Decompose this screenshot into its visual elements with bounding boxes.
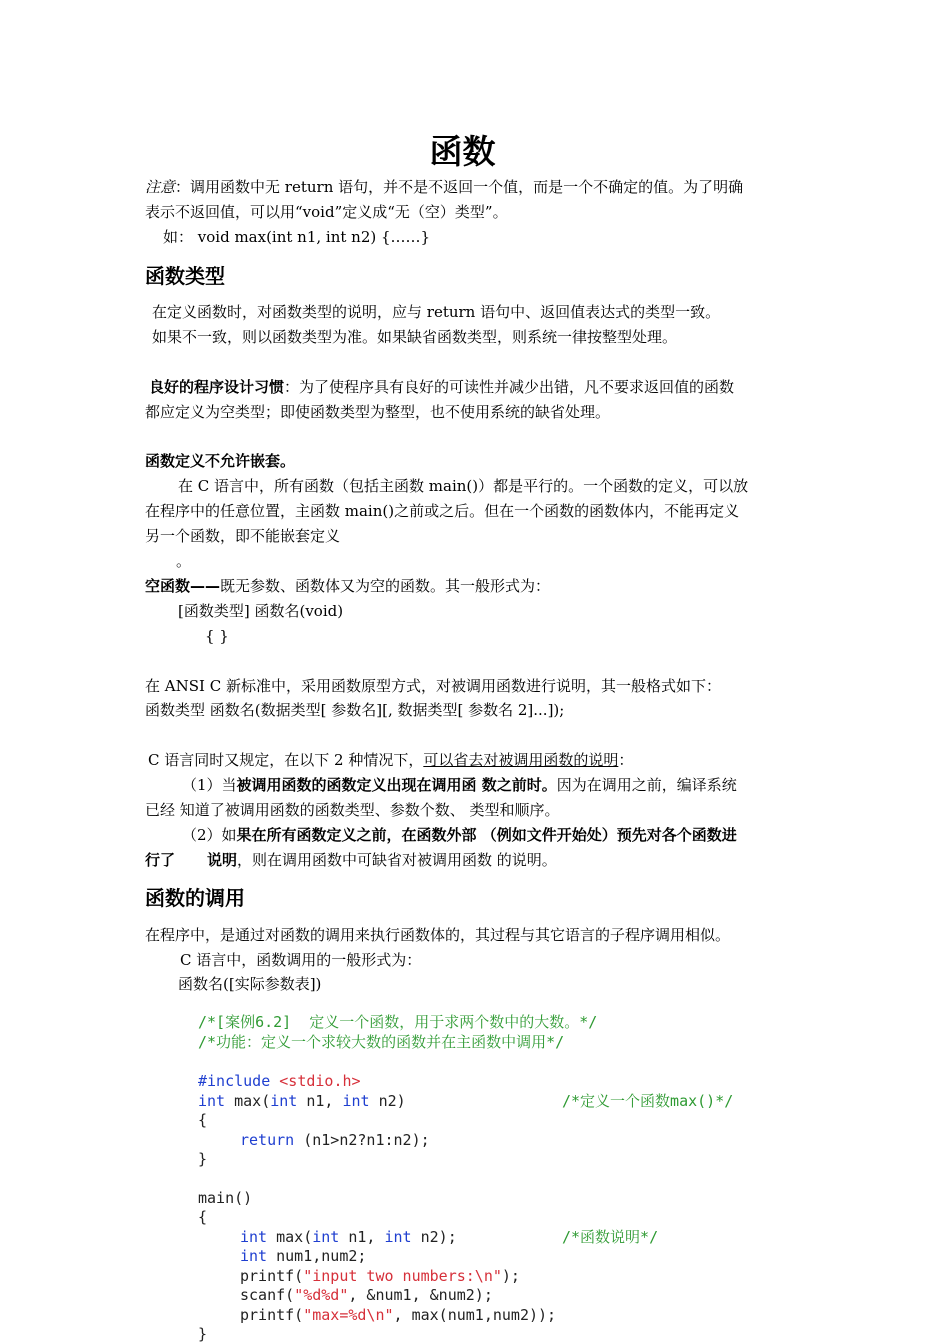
code-main-brace-close: } [198,1325,208,1343]
code-text: n2) [369,1092,406,1110]
note-line-1 [145,176,743,198]
code-declaration [240,1227,457,1247]
code-text: (n1>n2?n1:n2); [294,1131,430,1149]
nesting-line-3: 另一个函数，即不能嵌套定义 [145,527,341,545]
code-printf-1 [240,1266,520,1286]
habit-line-1 [149,376,734,398]
prototype-line-2: 函数类型 函数名(数据类型[ 参数名][, 数据类型[ 参数名 2]...]); [145,701,565,719]
include-header: <stdio.h> [270,1072,361,1090]
func-type-p1: 在定义函数时，对函数类型的说明，应与 return 语句中、返回值表达式的类型一致。 [152,303,721,321]
code-comment-1: /*[案例6.2] 定义一个函数，用于求两个数中的大数。*/ [198,1013,598,1031]
code-declaration-comment: /*函数说明*/ [562,1228,659,1246]
code-text: n2); [411,1228,457,1246]
habit-line-2: 都应定义为空类型；即使函数类型为整型，也不使用系统的缺省处理。 [145,403,611,421]
omit-case-1-rest: 因为在调用之前，编译系统 [556,776,737,794]
empty-func-text: 既无参数、函数体又为空的函数。其一般形式为： [220,577,551,595]
omit-case-2-bold-1: 行了 [145,851,176,869]
nesting-heading: 函数定义不允许嵌套。 [145,452,296,470]
habit-label: 良好的程序设计习惯 [149,378,285,396]
code-text: printf( [240,1306,304,1324]
omit-case-2 [182,824,737,846]
code-text: n1, [297,1092,343,1110]
omit-intro-end: ： [618,751,634,769]
func-type-p2: 如果不一致，则以函数类型为准。如果缺省函数类型，则系统一律按整型处理。 [152,328,678,346]
kw-int: int [240,1228,268,1246]
call-p2: C 语言中，函数调用的一般形式为： [180,951,422,969]
empty-func-form-2: { } [205,627,229,645]
code-include [198,1071,361,1091]
empty-func-form-1: [函数类型] 函数名(void) [178,602,344,620]
string-literal: "max=%d\n" [303,1306,394,1324]
code-text: ); [501,1267,520,1285]
note-label: 注意 [145,178,176,196]
kw-return: return [240,1131,295,1149]
include-keyword: #include [198,1072,271,1090]
omit-case-1-line-2: 已经 知道了被调用函数的函数类型、参数个数、 类型和顺序。 [145,801,560,819]
kw-int: int [270,1092,298,1110]
omit-case-1-bold: 被调用函数的函数定义出现在调用函 数之前时。 [236,776,557,794]
code-text: max( [225,1092,271,1110]
kw-int: int [312,1228,340,1246]
code-brace-close: } [198,1150,208,1168]
nesting-line-4: 。 [176,552,192,570]
habit-text-1: ：为了使程序具有良好的可读性并减少出错，凡不要求返回值的函数 [284,378,735,396]
omit-intro-text: C 语言同时又规定，在以下 2 种情况下， [148,751,424,769]
call-p1: 在程序中，是通过对函数的调用来执行函数体的，其过程与其它语言的子程序调用相似。 [145,926,731,944]
code-printf-2 [240,1305,556,1325]
omit-case-1-prefix: （1）当 [182,776,237,794]
code-brace-open: { [198,1111,208,1129]
kw-int: int [240,1247,268,1265]
code-text: printf( [240,1267,304,1285]
omit-intro-underline: 可以省去对被调用函数的说明 [423,751,619,769]
code-signature [198,1091,406,1111]
omit-case-2-rest: ，则在调用函数中可缺省对被调用函数 的说明。 [237,851,557,869]
empty-func-label: 空函数—— [145,577,221,595]
code-text: num1,num2; [267,1247,367,1265]
heading-func-type: 函数类型 [145,264,225,288]
omit-case-2-bold-2: 说明 [207,851,238,869]
code-main-brace-open: { [198,1208,208,1226]
note-example: 如： void max(int n1, int n2) {……} [163,228,431,246]
note-line-2: 表示不返回值，可以用“void”定义成“无（空）类型”。 [145,203,508,221]
prototype-line-1: 在 ANSI C 新标准中，采用函数原型方式，对被调用函数进行说明，其一般格式如下： [145,677,721,695]
omit-case-2-prefix: （2）如 [182,826,237,844]
nesting-line-1: 在 C 语言中，所有函数（包括主函数 main()）都是平行的。一个函数的定义，可以放 [178,477,749,495]
omit-case-2-bold: 果在所有函数定义之前，在函数外部 （例如文件开始处）预先对各个函数进 [236,826,737,844]
nesting-line-2: 在程序中的任意位置，主函数 main()之前或之后。但在一个函数的函数体内，不能再定义 [145,502,740,520]
code-text: scanf( [240,1286,295,1304]
call-p3: 函数名([实际参数表]) [178,975,322,993]
kw-int: int [198,1092,226,1110]
code-return [240,1130,430,1150]
code-main: main() [198,1189,253,1207]
omit-case-1 [182,774,737,796]
heading-func-call: 函数的调用 [145,886,245,910]
code-scanf [240,1285,493,1305]
code-text: max( [267,1228,313,1246]
omit-case-2-line-2 [145,849,557,871]
code-text: , &num1, &num2); [348,1286,493,1304]
code-text: n1, [339,1228,385,1246]
kw-int: int [384,1228,412,1246]
note-text-1: ：调用函数中无 return 语句，并不是不返回一个值，而是一个不确定的值。为了明确 [175,178,744,196]
code-text: , max(num1,num2)); [393,1306,557,1324]
code-vars [240,1246,366,1266]
code-comment-2: /*功能：定义一个求较大数的函数并在主函数中调用*/ [198,1033,565,1051]
string-literal: "%d%d" [294,1286,349,1304]
omit-intro [148,749,633,771]
string-literal: "input two numbers:\n" [303,1267,502,1285]
kw-int: int [342,1092,370,1110]
page-title: 函数 [429,132,496,171]
empty-func-line [145,575,550,597]
code-signature-comment: /*定义一个函数max()*/ [562,1092,734,1110]
